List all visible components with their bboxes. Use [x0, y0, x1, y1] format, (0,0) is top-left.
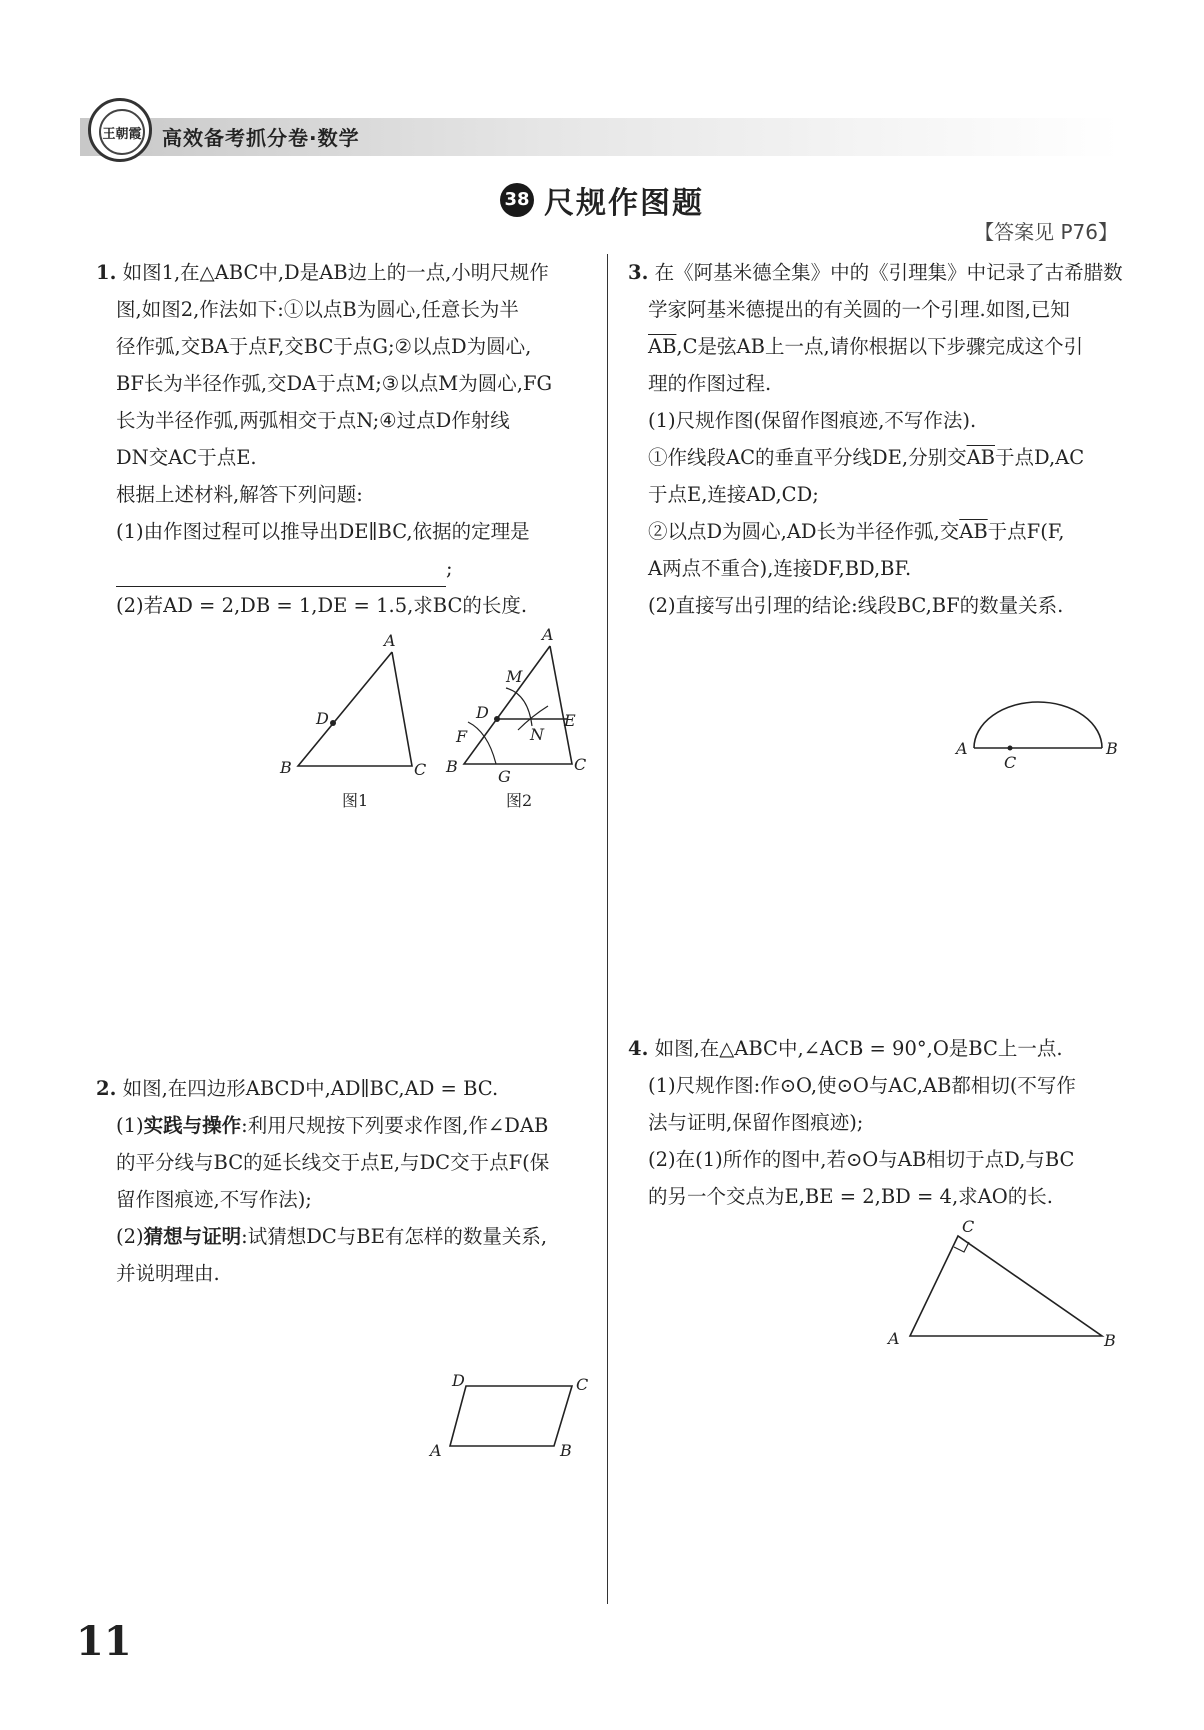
column-divider: [607, 254, 608, 1604]
q4-part-2: 的另一个交点为E,BE = 2,BD = 4,求AO的长.: [648, 1185, 1053, 1208]
q1-line: 如图1,在△ABC中,D是AB边上的一点,小明尺规作: [122, 261, 549, 284]
label-c: C: [1004, 753, 1017, 772]
label-b: B: [560, 1441, 572, 1460]
label-g: G: [498, 767, 511, 786]
q3-step-1: ①作线段AC的垂直平分线DE,分别交: [648, 446, 967, 469]
q3-step-1: 于点E,连接AD,CD;: [648, 483, 819, 506]
page-number: 11: [76, 1618, 132, 1665]
section-number-badge: 38: [500, 183, 534, 217]
q2-line: 如图,在四边形ABCD中,AD∥BC,AD = BC.: [122, 1077, 499, 1100]
label-c: C: [574, 755, 587, 774]
q3-line: 理的作图过程.: [648, 372, 772, 395]
question-number: 4.: [628, 1037, 649, 1060]
label-c: C: [962, 1218, 975, 1236]
q2-part-2-text: 并说明理由.: [116, 1262, 220, 1285]
q3-step-1: 于点D,AC: [995, 446, 1085, 469]
label-a: A: [430, 1441, 442, 1460]
q3-step-2: ②以点D为圆心,AD长为半径作弧,交: [648, 520, 960, 543]
publisher-logo: [88, 98, 152, 162]
q1-line: 长为半径作弧,两弧相交于点N;④过点D作射线: [116, 409, 510, 432]
q4-part-2: (2)在(1)所作的图中,若⊙O与AB相切于点D,与BC: [648, 1148, 1075, 1171]
label-d: D: [452, 1371, 465, 1390]
q2-part-1-text: :利用尺规按下列要求作图,作∠DAB: [241, 1114, 549, 1137]
q3-line: 学家阿基米德提出的有关圆的一个引理.如图,已知: [648, 298, 1070, 321]
label-a: A: [956, 739, 968, 758]
label-a: A: [888, 1329, 900, 1348]
label-d: D: [316, 709, 329, 728]
q2-part-2-head: (2): [116, 1225, 144, 1248]
label-c: C: [576, 1375, 589, 1394]
q3-figure: [950, 688, 1130, 772]
q1-line: BF长为半径作弧,交DA于点M;③以点M为圆心,FG: [116, 372, 553, 395]
q3-part-2: (2)直接写出引理的结论:线段BC,BF的数量关系.: [648, 594, 1064, 617]
q1-line: 图,如图2,作法如下:①以点B为圆心,任意长为半: [116, 298, 519, 321]
question-number: 1.: [96, 261, 117, 284]
label-b: B: [280, 758, 292, 777]
q1-line: 根据上述材料,解答下列问题:: [116, 483, 363, 506]
label-n: N: [530, 725, 544, 744]
q3-step-2: A两点不重合),连接DF,BD,BF.: [648, 557, 912, 580]
question-3: [628, 254, 1128, 624]
label-m: M: [506, 667, 523, 686]
label-a: A: [384, 631, 396, 650]
q3-part-1: (1)尺规作图(保留作图痕迹,不写作法).: [648, 409, 977, 432]
q2-part-2-title: 猜想与证明: [143, 1225, 242, 1248]
question-number: 2.: [96, 1077, 117, 1100]
q4-line: 如图,在△ABC中,∠ACB = 90°,O是BC上一点.: [654, 1037, 1063, 1060]
q2-part-2-text: :试猜想DC与BE有怎样的数量关系,: [241, 1225, 548, 1248]
figure-caption: 图1: [342, 791, 369, 810]
q1-line: DN交AC于点E.: [116, 446, 257, 469]
q1-part-1: (1)由作图过程可以推导出DE∥BC,依据的定理是: [116, 520, 530, 543]
label-b: B: [1106, 739, 1118, 758]
q2-part-1-text: 留作图痕迹,不写作法);: [116, 1188, 312, 1211]
q1-figure-1: [270, 628, 440, 812]
q2-part-1-text: 的平分线与BC的延长线交于点E,与DC交于点F(保: [116, 1151, 550, 1174]
q4-part-1: (1)尺规作图:作⊙O,使⊙O与AC,AB都相切(不写作: [648, 1074, 1076, 1097]
q1-figure-2: [440, 622, 600, 812]
section-title: 尺规作图题: [544, 186, 704, 221]
q1-part-1-end: ;: [446, 557, 453, 580]
answer-reference: 【答案见 P76】: [974, 220, 1118, 244]
q3-line: 在《阿基米德全集》中的《引理集》中记录了古希腊数: [654, 261, 1123, 284]
question-2: [96, 1070, 596, 1292]
question-4: [628, 1030, 1128, 1215]
q2-part-1-head: (1): [116, 1114, 144, 1137]
q4-part-1: 法与证明,保留作图痕迹);: [648, 1111, 864, 1134]
q1-line: 径作弧,交BA于点F,交BC于点G;②以点D为圆心,: [116, 335, 532, 358]
logo-text: 王朝霞: [99, 109, 145, 155]
figure-caption: 图2: [506, 791, 533, 810]
label-b: B: [1104, 1331, 1116, 1350]
q2-part-1-title: 实践与操作: [143, 1114, 242, 1137]
q4-figure: [880, 1218, 1130, 1354]
arc-ab: $\overline{AB}$: [648, 335, 677, 358]
arc-ab: $\overline{AB}$: [959, 520, 988, 543]
answer-blank: [116, 564, 446, 587]
book-title: 高效备考抓分卷·数学: [162, 126, 360, 150]
label-f: F: [456, 727, 468, 746]
label-b: B: [446, 757, 458, 776]
q1-part-2: (2)若AD = 2,DB = 1,DE = 1.5,求BC的长度.: [116, 594, 528, 617]
q3-line: ,C是弦AB上一点,请你根据以下步骤完成这个引: [676, 335, 1084, 358]
arc-ab: $\overline{AB}$: [966, 446, 995, 469]
label-e: E: [564, 711, 576, 730]
q3-step-2: 于点F(F,: [987, 520, 1065, 543]
label-c: C: [414, 760, 427, 779]
label-d: D: [476, 703, 489, 722]
question-1: [96, 254, 596, 624]
label-a: A: [542, 625, 554, 644]
question-number: 3.: [628, 261, 649, 284]
q2-figure: [420, 1368, 600, 1472]
